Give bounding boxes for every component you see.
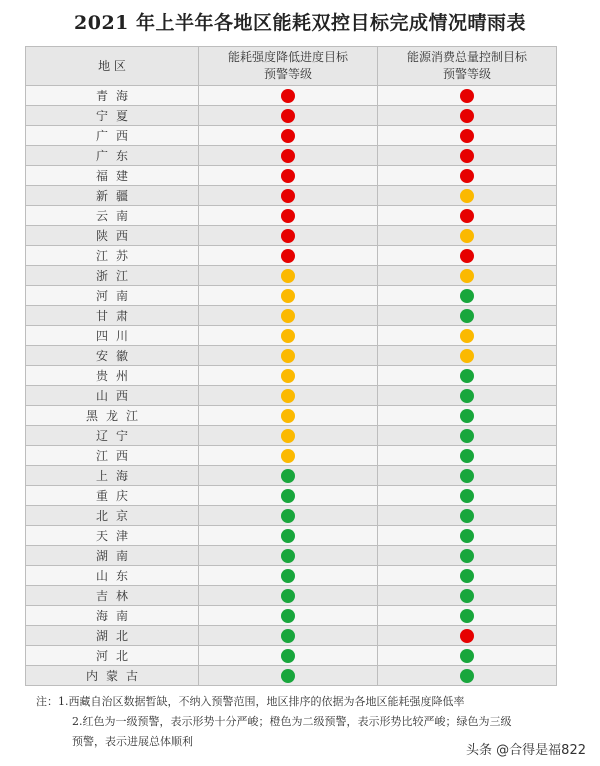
green-warning-dot-icon	[281, 529, 295, 543]
region-cell: 江苏	[26, 246, 199, 266]
table-row	[26, 266, 557, 286]
total-level-cell	[378, 266, 557, 286]
intensity-level-cell	[199, 166, 378, 186]
intensity-level-cell	[199, 666, 378, 686]
intensity-level-cell	[199, 506, 378, 526]
region-cell: 广东	[26, 146, 199, 166]
region-cell: 云南	[26, 206, 199, 226]
total-level-cell	[378, 506, 557, 526]
table-row	[26, 306, 557, 326]
green-warning-dot-icon	[281, 589, 295, 603]
total-level-cell	[378, 606, 557, 626]
green-warning-dot-icon	[460, 389, 474, 403]
green-warning-dot-icon	[281, 469, 295, 483]
green-warning-dot-icon	[460, 369, 474, 383]
green-warning-dot-icon	[281, 549, 295, 563]
red-warning-dot-icon	[281, 129, 295, 143]
region-cell: 福建	[26, 166, 199, 186]
region-cell: 青海	[26, 86, 199, 106]
intensity-level-cell	[199, 486, 378, 506]
green-warning-dot-icon	[281, 609, 295, 623]
intensity-level-cell	[199, 86, 378, 106]
green-warning-dot-icon	[460, 569, 474, 583]
green-warning-dot-icon	[460, 589, 474, 603]
green-warning-dot-icon	[460, 609, 474, 623]
orange-warning-dot-icon	[281, 389, 295, 403]
red-warning-dot-icon	[460, 89, 474, 103]
table-row	[26, 566, 557, 586]
orange-warning-dot-icon	[281, 289, 295, 303]
orange-warning-dot-icon	[281, 329, 295, 343]
table-row	[26, 186, 557, 206]
red-warning-dot-icon	[281, 89, 295, 103]
total-level-cell	[378, 246, 557, 266]
total-level-cell	[378, 646, 557, 666]
total-level-cell	[378, 166, 557, 186]
red-warning-dot-icon	[460, 109, 474, 123]
region-cell: 黑龙江	[26, 406, 199, 426]
orange-warning-dot-icon	[281, 369, 295, 383]
intensity-level-cell	[199, 466, 378, 486]
intensity-level-cell	[199, 306, 378, 326]
orange-warning-dot-icon	[281, 429, 295, 443]
region-cell: 四川	[26, 326, 199, 346]
table-row	[26, 546, 557, 566]
green-warning-dot-icon	[281, 629, 295, 643]
intensity-level-cell	[199, 566, 378, 586]
table-row	[26, 386, 557, 406]
region-cell: 江西	[26, 446, 199, 466]
intensity-level-cell	[199, 546, 378, 566]
green-warning-dot-icon	[460, 289, 474, 303]
green-warning-dot-icon	[460, 429, 474, 443]
green-warning-dot-icon	[281, 669, 295, 683]
red-warning-dot-icon	[281, 249, 295, 263]
header-intensity-line1: 能耗强度降低进度目标	[227, 50, 348, 64]
region-cell: 上海	[26, 466, 199, 486]
red-warning-dot-icon	[281, 209, 295, 223]
table-row	[26, 466, 557, 486]
table-row	[26, 586, 557, 606]
note-line-2: 2.红色为一级预警，表示形势十分严峻；橙色为二级预警，表示形势比较严峻；绿色为三级	[72, 715, 512, 728]
intensity-level-cell	[199, 126, 378, 146]
green-warning-dot-icon	[460, 669, 474, 683]
orange-warning-dot-icon	[281, 269, 295, 283]
intensity-level-cell	[199, 386, 378, 406]
header-intensity	[199, 47, 378, 86]
green-warning-dot-icon	[281, 489, 295, 503]
note-line-3: 预警，表示进展总体顺利	[72, 735, 193, 748]
total-level-cell	[378, 546, 557, 566]
total-level-cell	[378, 106, 557, 126]
table-row	[26, 406, 557, 426]
header-intensity-line2: 预警等级	[263, 67, 312, 81]
total-level-cell	[378, 206, 557, 226]
intensity-level-cell	[199, 106, 378, 126]
table-row	[26, 526, 557, 546]
region-cell: 贵州	[26, 366, 199, 386]
orange-warning-dot-icon	[460, 329, 474, 343]
total-level-cell	[378, 406, 557, 426]
total-level-cell	[378, 466, 557, 486]
red-warning-dot-icon	[281, 149, 295, 163]
red-warning-dot-icon	[281, 189, 295, 203]
orange-warning-dot-icon	[281, 309, 295, 323]
green-warning-dot-icon	[460, 449, 474, 463]
orange-warning-dot-icon	[281, 449, 295, 463]
total-level-cell	[378, 306, 557, 326]
region-cell: 河北	[26, 646, 199, 666]
table-row	[26, 146, 557, 166]
region-cell: 河南	[26, 286, 199, 306]
intensity-level-cell	[199, 286, 378, 306]
region-cell: 海南	[26, 606, 199, 626]
region-cell: 陕西	[26, 226, 199, 246]
intensity-level-cell	[199, 226, 378, 246]
table-row	[26, 666, 557, 686]
table-row	[26, 446, 557, 466]
region-cell: 安徽	[26, 346, 199, 366]
total-level-cell	[378, 326, 557, 346]
intensity-level-cell	[199, 266, 378, 286]
region-cell: 辽宁	[26, 426, 199, 446]
intensity-level-cell	[199, 326, 378, 346]
total-level-cell	[378, 126, 557, 146]
red-warning-dot-icon	[460, 169, 474, 183]
region-cell: 宁夏	[26, 106, 199, 126]
orange-warning-dot-icon	[281, 349, 295, 363]
green-warning-dot-icon	[460, 649, 474, 663]
total-level-cell	[378, 586, 557, 606]
region-cell: 山东	[26, 566, 199, 586]
region-cell: 广西	[26, 126, 199, 146]
orange-warning-dot-icon	[460, 349, 474, 363]
total-level-cell	[378, 426, 557, 446]
region-cell: 吉林	[26, 586, 199, 606]
orange-warning-dot-icon	[281, 409, 295, 423]
total-level-cell	[378, 366, 557, 386]
table-row	[26, 106, 557, 126]
green-warning-dot-icon	[281, 649, 295, 663]
total-level-cell	[378, 146, 557, 166]
intensity-level-cell	[199, 406, 378, 426]
green-warning-dot-icon	[460, 489, 474, 503]
intensity-level-cell	[199, 206, 378, 226]
green-warning-dot-icon	[460, 309, 474, 323]
intensity-level-cell	[199, 626, 378, 646]
table-header-row	[26, 47, 557, 86]
total-level-cell	[378, 566, 557, 586]
total-level-cell	[378, 346, 557, 366]
region-cell: 湖北	[26, 626, 199, 646]
total-level-cell	[378, 226, 557, 246]
table-row	[26, 366, 557, 386]
table-row	[26, 286, 557, 306]
table-row	[26, 606, 557, 626]
region-cell: 天津	[26, 526, 199, 546]
intensity-level-cell	[199, 606, 378, 626]
table-row	[26, 166, 557, 186]
intensity-level-cell	[199, 586, 378, 606]
green-warning-dot-icon	[460, 509, 474, 523]
table-row	[26, 326, 557, 346]
total-level-cell	[378, 486, 557, 506]
region-cell: 山西	[26, 386, 199, 406]
table-row	[26, 126, 557, 146]
intensity-level-cell	[199, 346, 378, 366]
table-row	[26, 246, 557, 266]
intensity-level-cell	[199, 526, 378, 546]
total-level-cell	[378, 386, 557, 406]
red-warning-dot-icon	[460, 149, 474, 163]
total-level-cell	[378, 186, 557, 206]
header-total-line2: 预警等级	[442, 67, 491, 81]
table-row	[26, 506, 557, 526]
region-cell: 浙江	[26, 266, 199, 286]
warning-table	[25, 46, 557, 686]
red-warning-dot-icon	[460, 629, 474, 643]
intensity-level-cell	[199, 426, 378, 446]
green-warning-dot-icon	[460, 529, 474, 543]
orange-warning-dot-icon	[460, 269, 474, 283]
table-row	[26, 646, 557, 666]
red-warning-dot-icon	[281, 169, 295, 183]
note-line-1: 注：1.西藏自治区数据暂缺，不纳入预警范围，地区排序的依据为各地区能耗强度降低率	[36, 695, 465, 708]
green-warning-dot-icon	[281, 569, 295, 583]
total-level-cell	[378, 666, 557, 686]
total-level-cell	[378, 86, 557, 106]
intensity-level-cell	[199, 246, 378, 266]
table-row	[26, 346, 557, 366]
orange-warning-dot-icon	[460, 189, 474, 203]
table-body	[26, 86, 557, 686]
total-level-cell	[378, 526, 557, 546]
intensity-level-cell	[199, 146, 378, 166]
header-region: 地 区	[26, 47, 199, 86]
table-row	[26, 206, 557, 226]
region-cell: 新疆	[26, 186, 199, 206]
red-warning-dot-icon	[460, 129, 474, 143]
green-warning-dot-icon	[460, 469, 474, 483]
region-cell: 甘肃	[26, 306, 199, 326]
region-cell: 湖南	[26, 546, 199, 566]
orange-warning-dot-icon	[460, 229, 474, 243]
page-title: 2021 年上半年各地区能耗双控目标完成情况晴雨表	[74, 12, 526, 34]
region-cell: 重庆	[26, 486, 199, 506]
region-cell: 内蒙古	[26, 666, 199, 686]
table-row	[26, 426, 557, 446]
table-row	[26, 226, 557, 246]
red-warning-dot-icon	[281, 109, 295, 123]
region-cell: 北京	[26, 506, 199, 526]
intensity-level-cell	[199, 446, 378, 466]
intensity-level-cell	[199, 646, 378, 666]
total-level-cell	[378, 446, 557, 466]
header-total	[378, 47, 557, 86]
total-level-cell	[378, 626, 557, 646]
table-row	[26, 486, 557, 506]
red-warning-dot-icon	[460, 249, 474, 263]
table-row	[26, 626, 557, 646]
intensity-level-cell	[199, 366, 378, 386]
green-warning-dot-icon	[460, 549, 474, 563]
total-level-cell	[378, 286, 557, 306]
watermark: 头条 @合得是福822	[466, 739, 586, 758]
red-warning-dot-icon	[281, 229, 295, 243]
table-row	[26, 86, 557, 106]
green-warning-dot-icon	[281, 509, 295, 523]
green-warning-dot-icon	[460, 409, 474, 423]
header-total-line1: 能源消费总量控制目标	[406, 50, 527, 64]
red-warning-dot-icon	[460, 209, 474, 223]
intensity-level-cell	[199, 186, 378, 206]
